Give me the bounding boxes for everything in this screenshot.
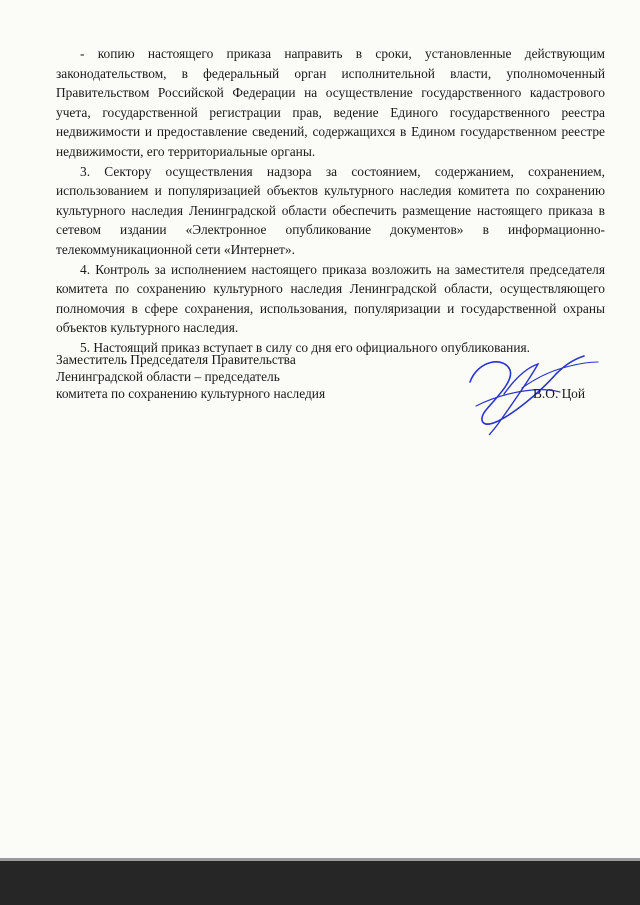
- paragraph-copy-directive: - копию настоящего приказа направить в сроки, установленные действующим законодательством, в федеральный орган исполнительной власти, уполномоченный Правительством Российской Федерации на осуществление государственного кадастрового учета, государственной регистрации прав, ведение Единого государственного реестра недвижимости и предоставление сведений, содержащихся в Едином государственном реестре недвижимости, его территориальные органы.: [56, 46, 605, 159]
- scan-bottom-band: [0, 861, 640, 905]
- paragraph-item-5: 5. Настоящий приказ вступает в силу со дня его официального опубликования.: [80, 339, 530, 355]
- paragraph-item-4: 4. Контроль за исполнением настоящего приказа возложить на заместителя председателя комитета по сохранению культурного наследия Ленинградской области, осуществляющего полномочия в сфере сохранения, использования, популяризации и государственной охраны объектов культурного наследия.: [56, 261, 605, 336]
- signatory-title-line-3: комитета по сохранению культурного наследия: [56, 386, 326, 401]
- signatory-title-line-1: Заместитель Председателя Правительства: [56, 352, 296, 367]
- signatory-title-line-2: Ленинградской области – председатель: [56, 369, 280, 384]
- paragraph-item-3: 3. Сектору осуществления надзора за состоянием, содержанием, сохранением, использованием и популяризацией объектов культурного наследия комитета по сохранению культурного наследия Ленинградской области обеспечить размещение настоящего приказа в сетевом издании «Электронное опубликование документов» в информационно-телекоммуникационной сети «Интернет».: [56, 163, 605, 257]
- document-body: [56, 44, 605, 358]
- signatory-name: В.О. Цой: [533, 386, 585, 401]
